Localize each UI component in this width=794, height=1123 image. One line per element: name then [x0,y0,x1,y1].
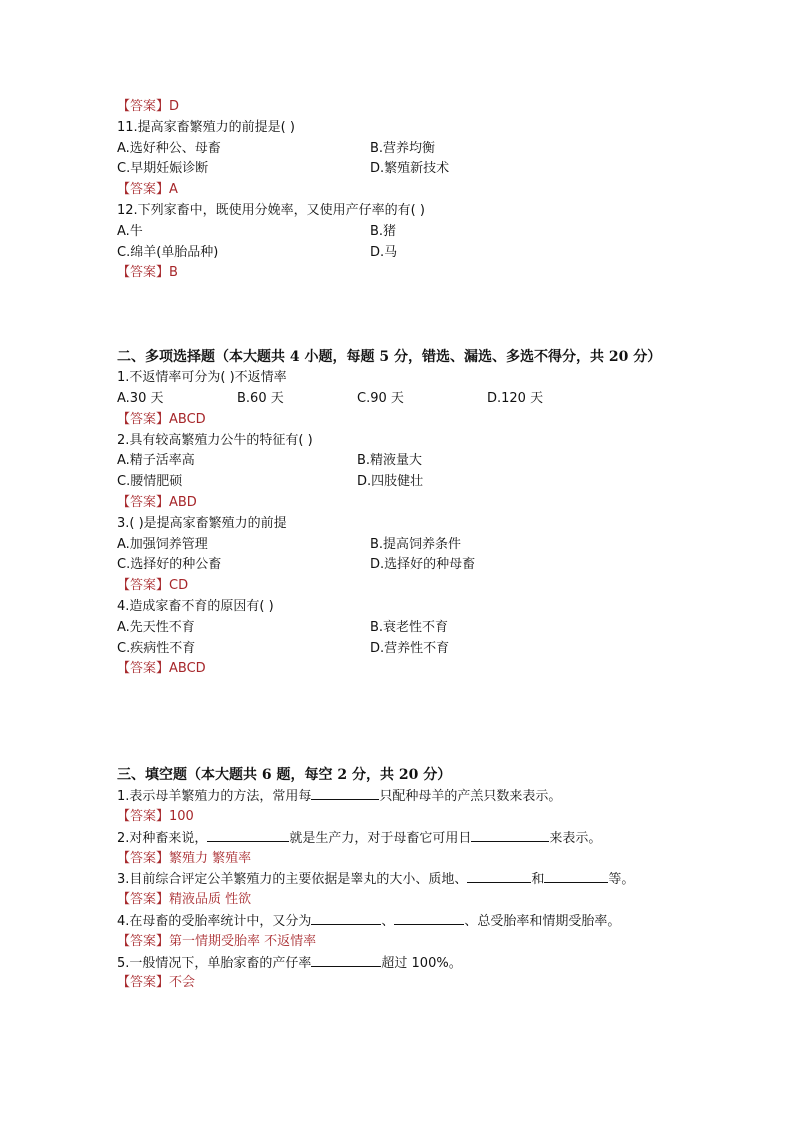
question-12-options-row1 [117,222,717,243]
question-text: 、总受胎率和情期受胎率。 [464,913,621,929]
option-c: C.腰情肥硕 [117,474,183,490]
mc-question-4-options-row1 [117,618,717,639]
question-11-stem: 11.提高家畜繁殖力的前提是( ) [117,119,295,135]
fill-blank [471,828,549,842]
fill-blank [311,786,379,800]
option-d: D.四肢健壮 [357,474,424,490]
question-text: 和 [531,872,545,888]
section-3-heading: 三、填空题（本大题共 6 题，每空 2 分，共 20 分） [117,767,452,784]
option-d: D.马 [370,244,398,260]
question-text: 、 [381,913,395,929]
fill-blank [467,869,531,883]
mc-question-2-options-row1 [117,451,717,472]
mc-question-3-stem: 3.( )是提高家畜繁殖力的前提 [117,515,287,531]
mc-question-4-options-row2 [117,639,717,660]
question-text: 来表示。 [549,830,602,846]
option-b: B.猪 [370,223,397,239]
option-b: B.提高饲养条件 [370,536,462,552]
fill-blank [311,911,381,925]
option-a: A.加强饲养管理 [117,536,208,552]
option-a: A.精子活率高 [117,453,195,469]
question-text: 5.一般情况下，单胎家畜的产仔率 [117,955,312,971]
question-12-stem: 12.下列家畜中，既使用分娩率，又使用产仔率的有( ) [117,202,425,218]
mc-question-2-stem: 2.具有较高繁殖力公牛的特征有( ) [117,432,313,448]
option-d: D.选择好的种母畜 [370,557,476,573]
option-c: C.绵羊(单胎品种) [117,244,219,260]
fill-blank [311,953,381,967]
answer-fill-3: 【答案】精液品质 性欲 [117,892,252,908]
mc-question-2-options-row2 [117,472,717,493]
answer-fill-5: 【答案】不会 [117,975,196,991]
question-text: 只配种母羊的产羔只数来表示。 [379,789,562,805]
mc-question-4-stem: 4.造成家畜不育的原因有( ) [117,598,274,614]
spacer [117,680,717,764]
answer-mc-1: 【答案】ABCD [117,411,206,427]
answer-fill-2: 【答案】繁殖力 繁殖率 [117,850,252,866]
fill-question-3 [117,869,717,890]
mc-question-3-options-row2 [117,555,717,576]
fill-question-5 [117,953,717,974]
fill-blank [394,911,464,925]
option-c: C.选择好的种公畜 [117,557,222,573]
fill-blank [207,828,289,842]
option-a: A.选好种公、母畜 [117,140,221,156]
question-text: 就是生产力，对于母畜它可用日 [289,830,472,846]
fill-question-2 [117,828,717,849]
document-content [117,97,717,994]
option-c: C.疾病性不育 [117,640,196,656]
question-11-options-row2 [117,159,717,180]
answer-mc-3: 【答案】CD [117,578,189,594]
option-a: A.先天性不育 [117,619,195,635]
option-d: D.120 天 [487,390,544,406]
mc-question-1-options [117,389,717,410]
question-text: 3.目前综合评定公羊繁殖力的主要依据是睾丸的大小、质地、 [117,872,468,888]
answer-mc-2: 【答案】ABD [117,494,197,510]
fill-blank [544,869,608,883]
mc-question-1-stem: 1.不返情率可分为( )不返情率 [117,370,287,386]
mc-question-3-options-row1 [117,535,717,556]
question-text: 等。 [608,872,635,888]
option-c: C.早期妊娠诊断 [117,161,209,177]
option-d: D.营养性不育 [370,640,450,656]
section-2-heading: 二、多项选择题（本大题共 4 小题，每题 5 分，错选、漏选、多选不得分，共 20 分） [117,349,662,366]
answer-q10: 【答案】D [117,99,180,114]
answer-q12: 【答案】B [117,265,178,281]
option-a: A.牛 [117,223,143,239]
spacer [117,284,717,346]
question-text: 超过 100%。 [381,955,462,971]
answer-fill-1: 【答案】100 [117,808,194,824]
fill-question-1 [117,786,717,807]
answer-q11: 【答案】A [117,182,178,198]
option-d: D.繁殖新技术 [370,161,450,177]
option-b: B.营养均衡 [370,140,436,156]
option-b: B.60 天 [237,390,284,406]
question-11-options-row1 [117,139,717,160]
answer-mc-4: 【答案】ABCD [117,661,206,677]
option-c: C.90 天 [357,390,404,406]
option-b: B.衰老性不育 [370,619,449,635]
question-text: 2.对种畜来说， [117,830,208,846]
question-text: 4.在母畜的受胎率统计中，又分为 [117,913,312,929]
option-a: A.30 天 [117,390,164,406]
question-12-options-row2 [117,243,717,264]
question-text: 1.表示母羊繁殖力的方法，常用每 [117,789,312,805]
fill-question-4 [117,911,717,932]
option-b: B.精液量大 [357,453,423,469]
answer-fill-4: 【答案】第一情期受胎率 不返情率 [117,933,317,949]
